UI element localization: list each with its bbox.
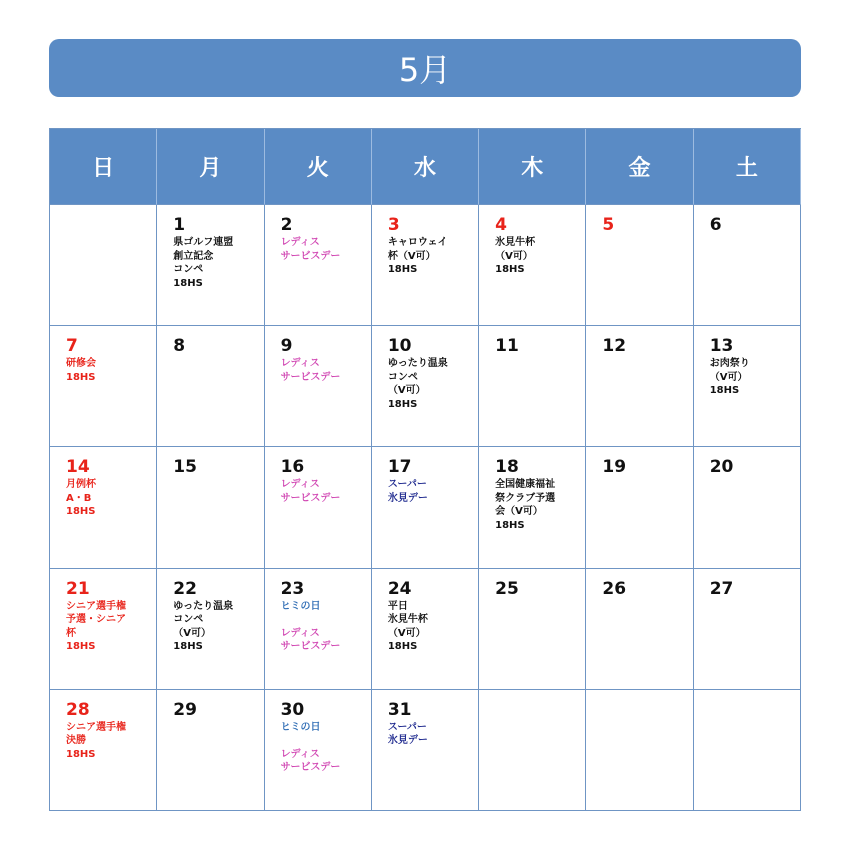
day-number: 14 (66, 457, 90, 478)
month-title-banner (49, 39, 801, 97)
event-text: A・B (66, 492, 92, 504)
calendar-day-cell (265, 569, 372, 690)
day-number: 11 (495, 336, 519, 357)
event-text: スーパー (387, 721, 427, 733)
event-text: 18HS (66, 371, 96, 383)
calendar-day-cell (694, 690, 801, 811)
day-number: 10 (387, 336, 412, 357)
event-text: キャロウェイ (387, 237, 448, 248)
calendar-day-cell (50, 326, 157, 447)
event-text: レディス (280, 237, 320, 248)
day-number: 20 (709, 457, 734, 478)
event-text (281, 734, 371, 748)
event-lines (281, 357, 371, 384)
event-lines (66, 600, 156, 654)
event-lines (388, 600, 478, 654)
calendar-day-cell (372, 447, 479, 568)
calendar-day-cell (50, 447, 157, 568)
event-text: 18HS (66, 506, 96, 518)
event-text: ヒミの日 (280, 721, 321, 733)
calendar-day-cell (586, 569, 693, 690)
event-lines (495, 478, 585, 532)
calendar-day-cell (479, 569, 586, 690)
day-number: 9 (280, 336, 293, 357)
event-text (281, 613, 371, 627)
day-number: 19 (602, 457, 627, 478)
event-text: コンペ (387, 371, 418, 383)
day-number: 6 (709, 215, 722, 235)
event-text: 18HS (66, 641, 96, 653)
event-text: 18HS (387, 398, 418, 410)
event-text: レディス (280, 748, 320, 760)
event-text: 全国健康福祉 (495, 479, 556, 491)
calendar-day-cell (50, 569, 157, 690)
calendar-day-cell (694, 205, 801, 326)
event-lines (173, 236, 263, 290)
event-lines (281, 478, 371, 505)
calendar-day-cell (372, 690, 479, 811)
day-number: 26 (602, 578, 627, 599)
day-number: 13 (709, 336, 734, 357)
event-lines (66, 357, 156, 384)
calendar-day-cell (157, 326, 264, 447)
calendar-day-cell (372, 205, 479, 326)
event-text: コンペ (173, 264, 204, 275)
calendar-day-cell (586, 690, 693, 811)
event-lines (173, 600, 263, 654)
calendar-grid (49, 128, 801, 811)
event-text: 創立記念 (173, 250, 214, 262)
event-text: 杯 (66, 627, 76, 639)
event-text: シニア選手権 (66, 600, 126, 612)
weekday-header-fri: 金 (586, 129, 693, 205)
event-text: 平日 (387, 600, 408, 612)
event-lines (281, 721, 371, 775)
event-text: レディス (280, 627, 320, 639)
day-number: 28 (66, 699, 90, 720)
day-number: 25 (495, 578, 519, 599)
event-text: ヒミの日 (280, 600, 321, 612)
event-lines (710, 357, 800, 398)
event-text: 祭クラブ予選 (495, 492, 556, 504)
event-lines (388, 236, 478, 277)
event-lines (281, 236, 371, 263)
event-text: サービスデー (280, 492, 341, 504)
calendar-day-cell (694, 447, 801, 568)
event-text: （V可） (173, 627, 212, 639)
day-number: 18 (495, 457, 519, 478)
day-number: 3 (387, 215, 400, 235)
event-text: スーパー (387, 479, 427, 491)
day-number: 23 (280, 578, 305, 599)
event-text: （V可） (387, 385, 426, 397)
event-text: （V可） (495, 250, 533, 262)
event-text: ゆったり温泉 (173, 600, 234, 612)
event-text: 氷見デー (387, 735, 428, 747)
event-text: （V可） (709, 371, 748, 383)
weekday-header-thu: 木 (479, 129, 586, 205)
day-number: 22 (173, 578, 197, 599)
event-text: サービスデー (280, 250, 341, 262)
event-text: 18HS (173, 641, 203, 653)
weekday-header-wed: 水 (372, 129, 479, 205)
day-number: 1 (173, 215, 186, 235)
calendar-day-cell (157, 447, 264, 568)
event-text: 18HS (387, 264, 418, 275)
event-text: 18HS (66, 748, 96, 760)
calendar-day-cell (479, 326, 586, 447)
event-text: 18HS (709, 385, 740, 397)
day-number: 12 (602, 336, 627, 357)
event-lines (388, 357, 478, 411)
event-text: ゆったり温泉 (387, 358, 448, 370)
calendar-day-cell (479, 447, 586, 568)
weekday-header-tue: 火 (265, 129, 372, 205)
calendar-day-cell (586, 326, 693, 447)
event-text: 氷見牛杯 (387, 614, 428, 626)
day-number: 31 (387, 699, 412, 720)
event-text: サービスデー (280, 641, 341, 653)
event-text: シニア選手権 (66, 721, 126, 733)
event-text: 研修会 (66, 358, 96, 370)
calendar-day-cell (372, 326, 479, 447)
event-text: 氷見牛杯 (495, 237, 536, 248)
calendar-day-cell (694, 326, 801, 447)
event-text: 18HS (387, 641, 418, 653)
event-text: 予選・シニア (66, 614, 126, 626)
event-text: 月例杯 (66, 479, 96, 491)
calendar-day-cell (479, 690, 586, 811)
event-lines (66, 478, 156, 519)
event-text: サービスデー (280, 371, 341, 383)
day-number: 16 (280, 457, 305, 478)
day-number: 21 (66, 578, 90, 599)
day-number: 24 (387, 578, 412, 599)
event-text: お肉祭り (709, 358, 750, 370)
day-number: 8 (173, 336, 186, 357)
day-number: 7 (66, 336, 78, 357)
event-text: 県ゴルフ連盟 (173, 237, 234, 248)
event-text: 氷見デー (387, 492, 428, 504)
day-number: 29 (173, 699, 197, 720)
event-text: 18HS (495, 519, 525, 531)
event-text: レディス (280, 358, 320, 370)
calendar-day-cell (157, 569, 264, 690)
calendar-day-cell (157, 205, 264, 326)
event-text: コンペ (173, 614, 204, 626)
calendar-day-cell (372, 569, 479, 690)
event-text: サービスデー (280, 762, 341, 774)
calendar-day-cell (265, 205, 372, 326)
weekday-header-sat: 土 (694, 129, 801, 205)
event-text: 決勝 (66, 735, 86, 747)
calendar-day-cell (265, 690, 372, 811)
event-text: レディス (280, 479, 320, 491)
calendar-day-cell (50, 205, 157, 326)
calendar-day-cell (586, 205, 693, 326)
event-text: 会（V可） (495, 506, 543, 518)
calendar-day-cell (265, 326, 372, 447)
event-lines (66, 721, 156, 762)
weekday-header-mon: 月 (157, 129, 264, 205)
event-lines (281, 600, 371, 654)
month-title: 5月 (398, 51, 452, 89)
calendar-day-cell (157, 690, 264, 811)
day-number: 2 (280, 215, 293, 235)
day-number: 17 (387, 457, 412, 478)
day-number: 4 (495, 215, 507, 235)
calendar-day-cell (586, 447, 693, 568)
calendar-day-cell (694, 569, 801, 690)
calendar-day-cell (479, 205, 586, 326)
day-number: 30 (280, 699, 305, 720)
calendar-day-cell (50, 690, 157, 811)
event-lines (388, 478, 478, 505)
day-number: 5 (602, 215, 615, 235)
event-lines (495, 236, 585, 277)
event-text: 杯（V可） (387, 250, 436, 262)
day-number: 15 (173, 457, 197, 478)
weekday-header-sun: 日 (50, 129, 157, 205)
event-text: （V可） (387, 627, 426, 639)
event-lines (388, 721, 478, 748)
event-text: 18HS (173, 277, 203, 289)
day-number: 27 (709, 578, 734, 599)
event-text: 18HS (495, 264, 525, 275)
calendar-day-cell (265, 447, 372, 568)
